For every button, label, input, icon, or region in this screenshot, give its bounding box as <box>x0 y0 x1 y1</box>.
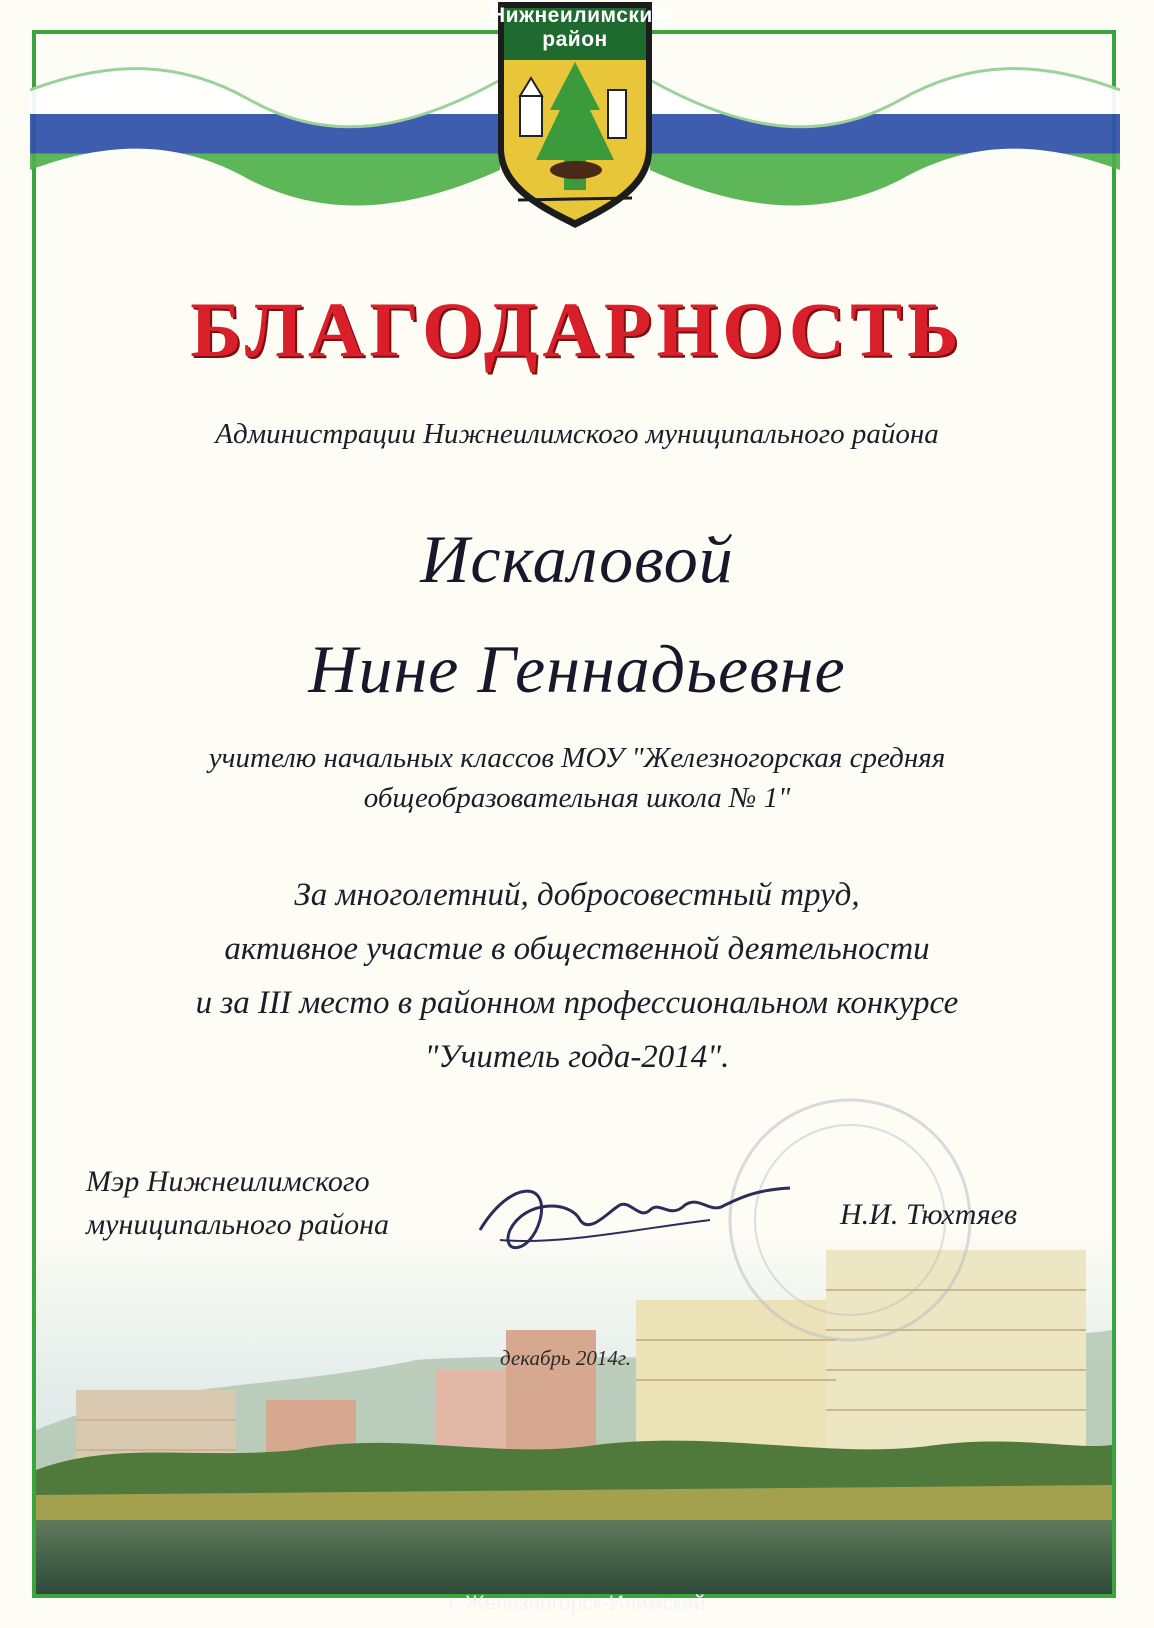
issuer-line: Администрации Нижнеилимского муниципального района <box>215 418 939 450</box>
recipient-name: Нине Геннадьевне <box>308 631 846 707</box>
issue-date: декабрь 2014г. <box>500 1346 632 1370</box>
recipient-position <box>0 738 1154 818</box>
mayor-signature <box>470 1160 810 1270</box>
signatory-title-line2: муниципального района <box>86 1208 390 1241</box>
emblem-title-line1: Нижнеилимский <box>490 4 667 27</box>
emblem-title-line2: район <box>542 28 608 51</box>
signatory-title-line1: Мэр Нижнеилимского <box>86 1165 370 1198</box>
city-caption: г. Железногорск-Илимский <box>448 1592 706 1615</box>
award-reason <box>0 868 1154 1084</box>
reason-line4: "Учитель года-2014". <box>424 1039 730 1075</box>
reason-line3: и за III место в районном профессиональном конкурсе <box>195 985 959 1021</box>
certificate-title: БЛАГОДАРНОСТЬ <box>190 286 964 373</box>
reason-line2: активное участие в общественной деятельности <box>224 931 930 967</box>
position-line1: учителю начальных классов МОУ "Железногорская средняя <box>208 742 946 774</box>
emblem-title <box>490 4 667 52</box>
signatory-name: Н.И. Тюхтяев <box>840 1198 1018 1231</box>
recipient-surname: Искаловой <box>420 521 734 597</box>
position-line2: общеобразовательная школа № 1" <box>363 782 791 814</box>
signatory-title <box>86 1160 389 1246</box>
reason-line1: За многолетний, добросовестный труд, <box>294 877 860 913</box>
